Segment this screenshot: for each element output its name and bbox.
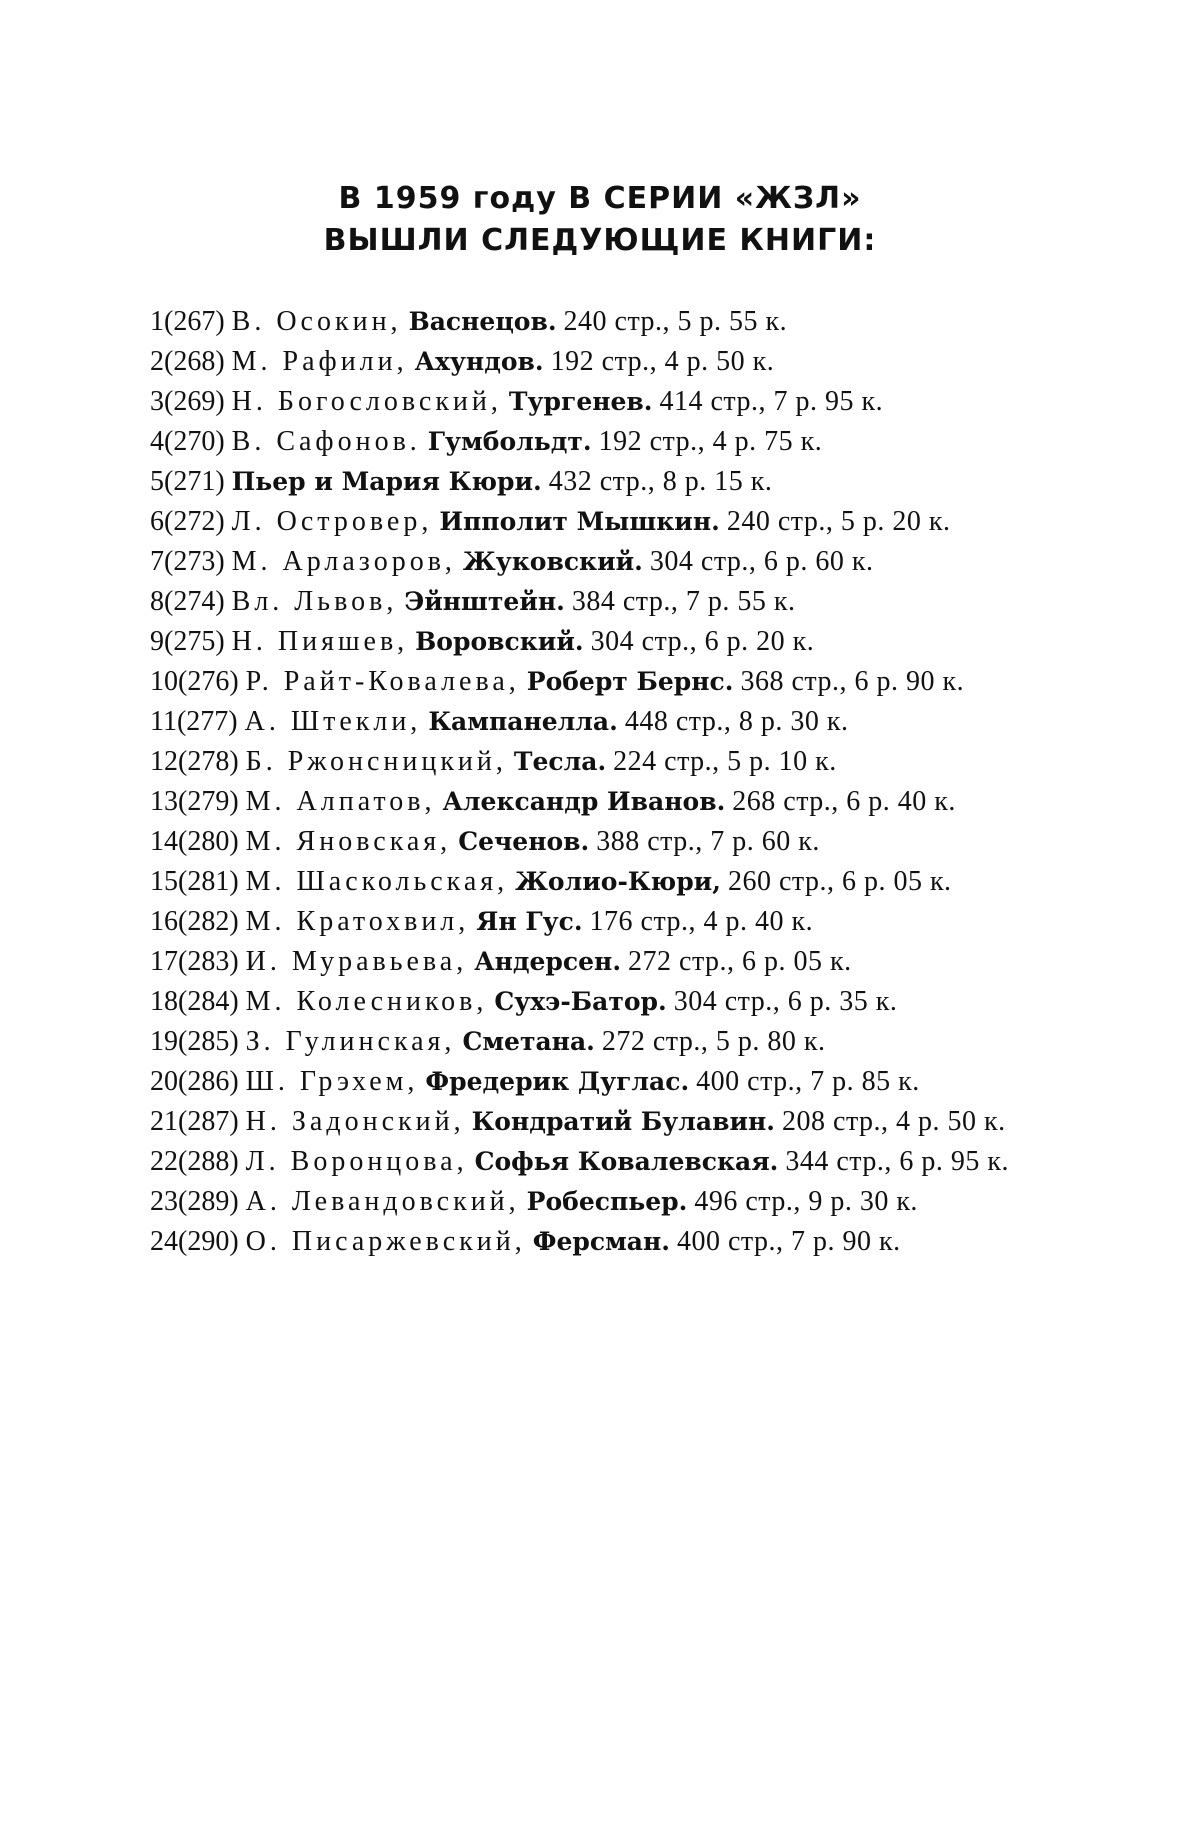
entry-number: 17(283)	[150, 946, 239, 977]
entry-number: 16(282)	[150, 906, 239, 937]
entry-author: М. Рафили,	[231, 346, 408, 377]
list-item	[150, 1182, 1055, 1222]
entry-author: Л. Воронцова,	[245, 1146, 468, 1177]
entry-author: Р. Райт-Ковалева,	[245, 666, 520, 697]
entry-author: В. Сафонов.	[231, 426, 421, 457]
entry-pages-price: 304 стр., 6 р. 60 к.	[649, 546, 874, 577]
list-item	[150, 382, 1055, 422]
entry-number: 11(277)	[150, 706, 238, 737]
entry-author: М. Кратохвил,	[245, 906, 470, 937]
book-list	[150, 302, 1055, 1262]
entry-title: Жуковский.	[462, 547, 643, 576]
entry-number: 18(284)	[150, 986, 239, 1017]
entry-title: Кампанелла.	[428, 707, 618, 736]
entry-number: 15(281)	[150, 866, 239, 897]
list-item	[150, 582, 1055, 622]
entry-title: Эйнштейн.	[404, 587, 565, 616]
entry-author: Н. Богословский,	[231, 386, 502, 417]
entry-author: М. Колесников,	[245, 986, 488, 1017]
entry-pages-price: 388 стр., 7 р. 60 к.	[596, 826, 820, 857]
entry-author: Ш. Грэхем,	[245, 1066, 419, 1097]
entry-author: З. Гулинская,	[245, 1026, 456, 1057]
entry-title: Пьер и Мария Кюри.	[231, 467, 542, 496]
list-item	[150, 942, 1055, 982]
entry-pages-price: 240 стр., 5 р. 55 к.	[563, 306, 788, 337]
page-heading	[0, 178, 1200, 262]
entry-pages-price: 496 стр., 9 р. 30 к.	[694, 1186, 918, 1217]
list-item	[150, 422, 1055, 462]
entry-number: 20(286)	[150, 1066, 239, 1097]
entry-title: Воровский.	[415, 627, 584, 656]
entry-title: Фредерик Дуглас.	[425, 1067, 690, 1096]
entry-number: 3(269)	[150, 386, 225, 417]
entry-author: Б. Ржонсницкий,	[245, 746, 507, 777]
entry-author: Вл. Львов,	[231, 586, 398, 617]
heading-line-1: В 1959 году В СЕРИИ «ЖЗЛ»	[338, 181, 862, 216]
entry-pages-price: 224 стр., 5 р. 10 к.	[613, 746, 837, 777]
list-item	[150, 342, 1055, 382]
entry-author: М. Алпатов,	[245, 786, 436, 817]
entry-pages-price: 384 стр., 7 р. 55 к.	[571, 586, 796, 617]
entry-pages-price: 448 стр., 8 р. 30 к.	[624, 706, 849, 737]
entry-author: М. Арлазоров,	[231, 546, 456, 577]
entry-pages-price: 368 стр., 6 р. 90 к.	[740, 666, 965, 697]
entry-number: 9(275)	[150, 626, 225, 657]
entry-author: А. Левандовский,	[245, 1186, 520, 1217]
entry-number: 13(279)	[150, 786, 239, 817]
list-item	[150, 462, 1055, 502]
entry-author: М. Шаскольская,	[245, 866, 509, 897]
list-item	[150, 1142, 1055, 1182]
list-item	[150, 502, 1055, 542]
entry-pages-price: 400 стр., 7 р. 85 к.	[696, 1066, 920, 1097]
entry-number: 14(280)	[150, 826, 239, 857]
list-item	[150, 982, 1055, 1022]
entry-number: 5(271)	[150, 466, 225, 497]
entry-pages-price: 272 стр., 5 р. 80 к.	[601, 1026, 826, 1057]
entry-pages-price: 400 стр., 7 р. 90 к.	[677, 1226, 901, 1257]
entry-pages-price: 414 стр., 7 р. 95 к.	[659, 386, 884, 417]
entry-number: 6(272)	[150, 506, 225, 537]
entry-pages-price: 192 стр., 4 р. 50 к.	[550, 346, 775, 377]
entry-pages-price: 260 стр., 6 р. 05 к.	[727, 866, 952, 897]
entry-author: Л. Островер,	[231, 506, 433, 537]
entry-pages-price: 304 стр., 6 р. 35 к.	[673, 986, 898, 1017]
list-item	[150, 1022, 1055, 1062]
entry-number: 10(276)	[150, 666, 239, 697]
entry-title: Ян Гус.	[476, 907, 583, 936]
entry-pages-price: 192 стр., 4 р. 75 к.	[598, 426, 823, 457]
list-item	[150, 542, 1055, 582]
entry-title: Тургенев.	[508, 387, 653, 416]
entry-title: Васнецов.	[408, 307, 557, 336]
list-item	[150, 662, 1055, 702]
entry-title: Ипполит Мышкин.	[439, 507, 720, 536]
entry-author: Н. Задонский,	[245, 1106, 465, 1137]
entry-pages-price: 304 стр., 6 р. 20 к.	[590, 626, 815, 657]
entry-author: А. Штекли,	[244, 706, 422, 737]
entry-number: 24(290)	[150, 1226, 239, 1257]
entry-number: 8(274)	[150, 586, 225, 617]
entry-title: Софья Ковалевская.	[474, 1147, 779, 1176]
entry-pages-price: 268 стр., 6 р. 40 к.	[732, 786, 956, 817]
entry-author: И. Муравьева,	[245, 946, 468, 977]
entry-pages-price: 344 стр., 6 р. 95 к.	[785, 1146, 1009, 1177]
entry-number: 4(270)	[150, 426, 225, 457]
entry-title: Александр Иванов.	[442, 787, 726, 816]
entry-title: Кондратий Булавин.	[471, 1107, 776, 1136]
list-item	[150, 902, 1055, 942]
list-item	[150, 862, 1055, 902]
list-item	[150, 1222, 1055, 1262]
entry-author: Н. Пияшев,	[231, 626, 409, 657]
list-item	[150, 302, 1055, 342]
entry-author: О. Писаржевский,	[245, 1226, 526, 1257]
entry-pages-price: 208 стр., 4 р. 50 к.	[782, 1106, 1006, 1137]
list-item	[150, 622, 1055, 662]
list-item	[150, 782, 1055, 822]
entry-number: 2(268)	[150, 346, 225, 377]
entry-title: Роберт Бернс.	[526, 667, 734, 696]
entry-title: Гумбольдт.	[427, 427, 592, 456]
entry-title: Сметана.	[462, 1027, 595, 1056]
entry-title: Ферсман.	[532, 1227, 670, 1256]
list-item	[150, 822, 1055, 862]
entry-number: 7(273)	[150, 546, 225, 577]
list-item	[150, 1062, 1055, 1102]
list-item	[150, 742, 1055, 782]
entry-title: Робеспьер.	[526, 1187, 688, 1216]
list-item	[150, 702, 1055, 742]
entry-pages-price: 176 стр., 4 р. 40 к.	[589, 906, 814, 937]
entry-pages-price: 272 стр., 6 р. 05 к.	[628, 946, 852, 977]
entry-number: 21(287)	[150, 1106, 239, 1137]
entry-pages-price: 432 стр., 8 р. 15 к.	[548, 466, 773, 497]
entry-number: 23(289)	[150, 1186, 239, 1217]
entry-author: В. Осокин,	[231, 306, 402, 337]
list-item	[150, 1102, 1055, 1142]
entry-title: Сухэ-Батор.	[494, 987, 667, 1016]
entry-number: 1(267)	[150, 306, 225, 337]
entry-number: 12(278)	[150, 746, 239, 777]
entry-title: Андерсен.	[474, 947, 622, 976]
entry-pages-price: 240 стр., 5 р. 20 к.	[726, 506, 951, 537]
entry-title: Жолио-Кюри,	[515, 867, 721, 896]
heading-line-2: ВЫШЛИ СЛЕДУЮЩИЕ КНИГИ:	[323, 223, 877, 258]
entry-number: 22(288)	[150, 1146, 239, 1177]
entry-author: М. Яновская,	[245, 826, 452, 857]
entry-number: 19(285)	[150, 1026, 239, 1057]
entry-title: Тесла.	[513, 747, 607, 776]
entry-title: Ахундов.	[414, 347, 544, 376]
entry-title: Сеченов.	[458, 827, 590, 856]
